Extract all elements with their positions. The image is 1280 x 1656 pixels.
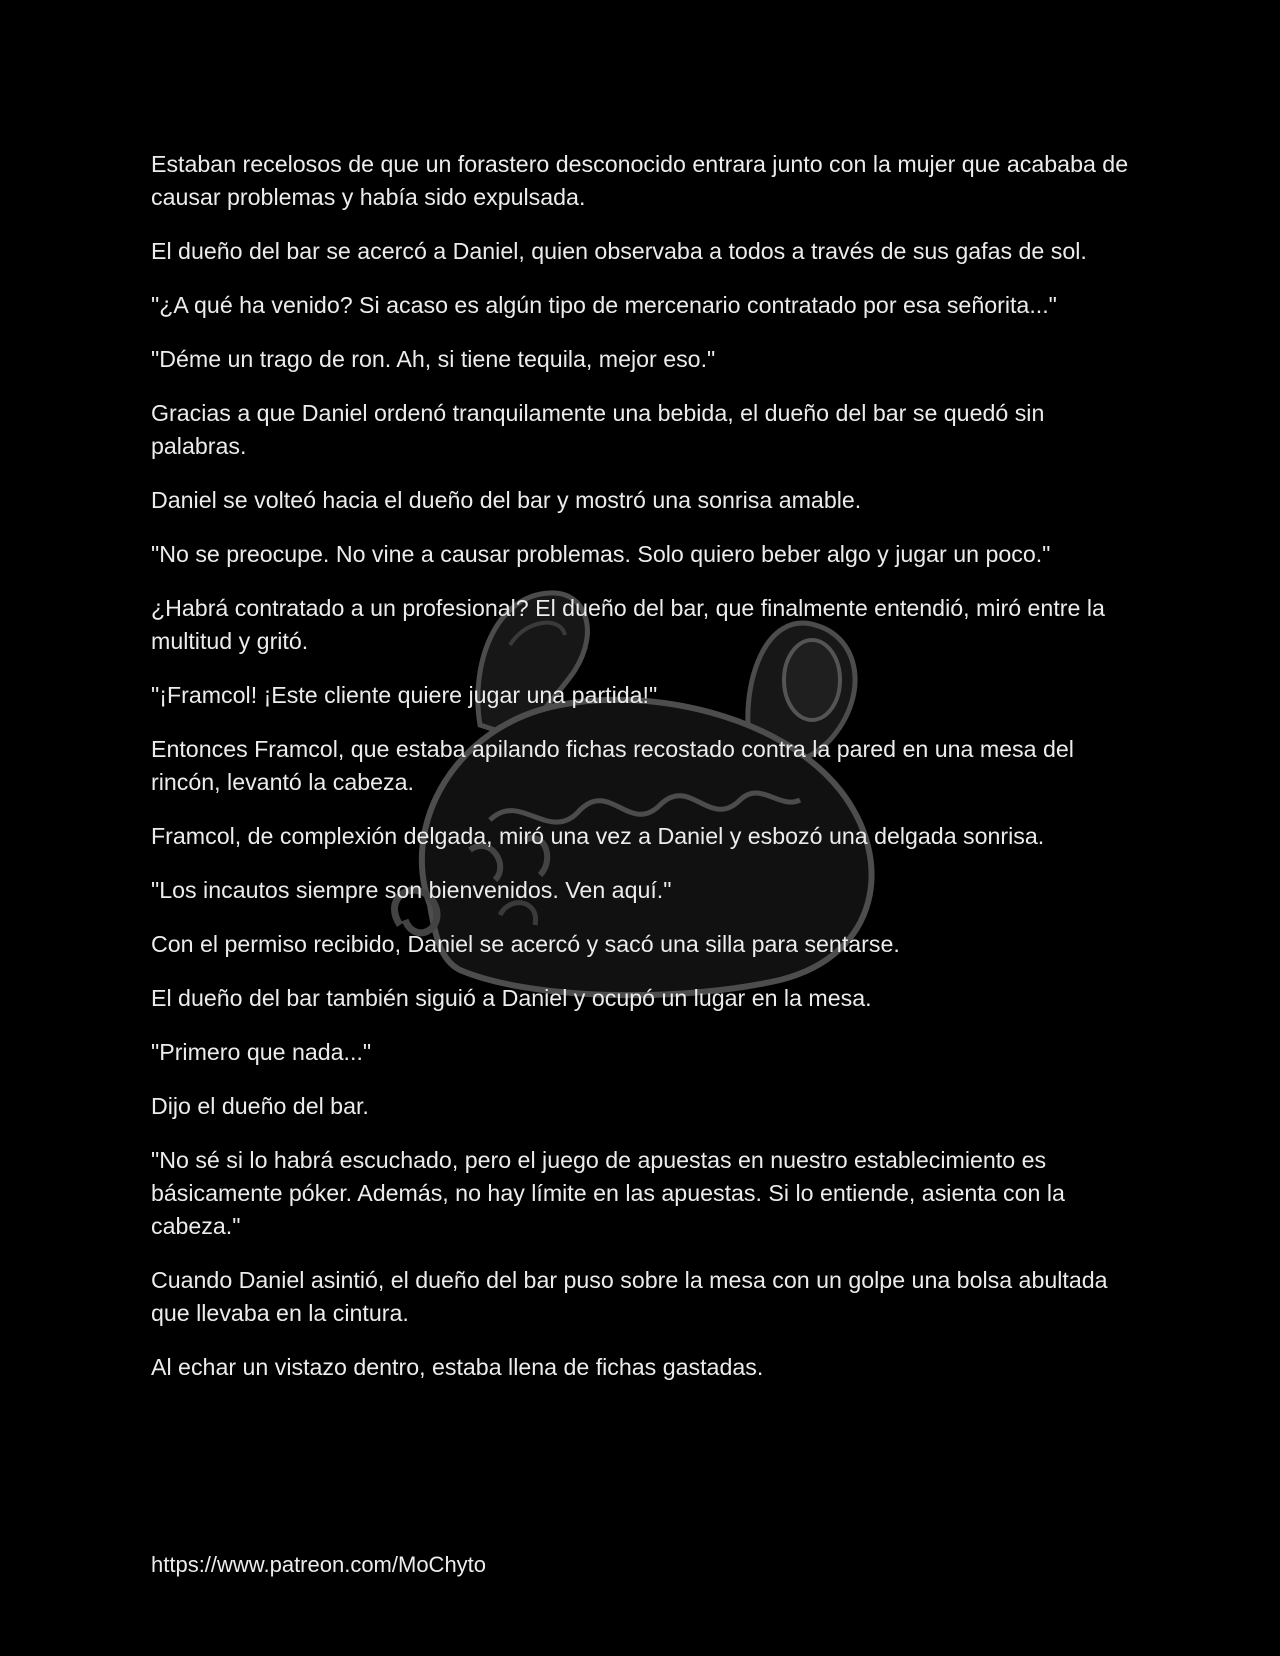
paragraph: Framcol, de complexión delgada, miró una vez a Daniel y esbozó una delgada sonrisa. [151,823,1045,849]
paragraph: Al echar un vistazo dentro, estaba llena de fichas gastadas. [151,1354,764,1380]
paragraph: "No sé si lo habrá escuchado, pero el juego de apuestas en nuestro establecimiento es básicamente póker. Además, no hay límite en las apuestas. Si lo entiende, asienta con la cabeza." [151,1147,1065,1239]
paragraph: "No se preocupe. No vine a causar problemas. Solo quiero beber algo y jugar un poco." [151,541,1051,567]
paragraph: "¿A qué ha venido? Si acaso es algún tipo de mercenario contratado por esa señorita..." [151,292,1057,318]
paragraph: "¡Framcol! ¡Este cliente quiere jugar una partida!" [151,682,658,708]
paragraph: "Primero que nada..." [151,1039,372,1065]
paragraph: Con el permiso recibido, Daniel se acercó y sacó una silla para sentarse. [151,931,900,957]
paragraph: "Déme un trago de ron. Ah, si tiene tequila, mejor eso." [151,346,716,372]
paragraph: Daniel se volteó hacia el dueño del bar y mostró una sonrisa amable. [151,487,862,513]
paragraph: Entonces Framcol, que estaba apilando fichas recostado contra la pared en una mesa del rincón, levantó la cabeza. [151,736,1074,795]
patreon-link[interactable]: https://www.patreon.com/MoChyto [151,1552,487,1577]
paragraph: "Los incautos siempre son bienvenidos. Ven aquí." [151,877,672,903]
paragraph: ¿Habrá contratado a un profesional? El dueño del bar, que finalmente entendió, miró entre la multitud y gritó. [151,595,1105,654]
paragraph: Estaban recelosos de que un forastero desconocido entrara junto con la mujer que acababa de causar problemas y había sido expulsada. [151,151,1129,210]
paragraph: El dueño del bar se acercó a Daniel, quien observaba a todos a través de sus gafas de sol. [151,238,1087,264]
chapter-text [151,148,1141,1405]
paragraph: Dijo el dueño del bar. [151,1093,369,1119]
paragraph: El dueño del bar también siguió a Daniel y ocupó un lugar en la mesa. [151,985,872,1011]
paragraph: Gracias a que Daniel ordenó tranquilamente una bebida, el dueño del bar se quedó sin palabras. [151,400,1045,459]
paragraph: Cuando Daniel asintió, el dueño del bar puso sobre la mesa con un golpe una bolsa abultada que llevaba en la cintura. [151,1267,1108,1326]
